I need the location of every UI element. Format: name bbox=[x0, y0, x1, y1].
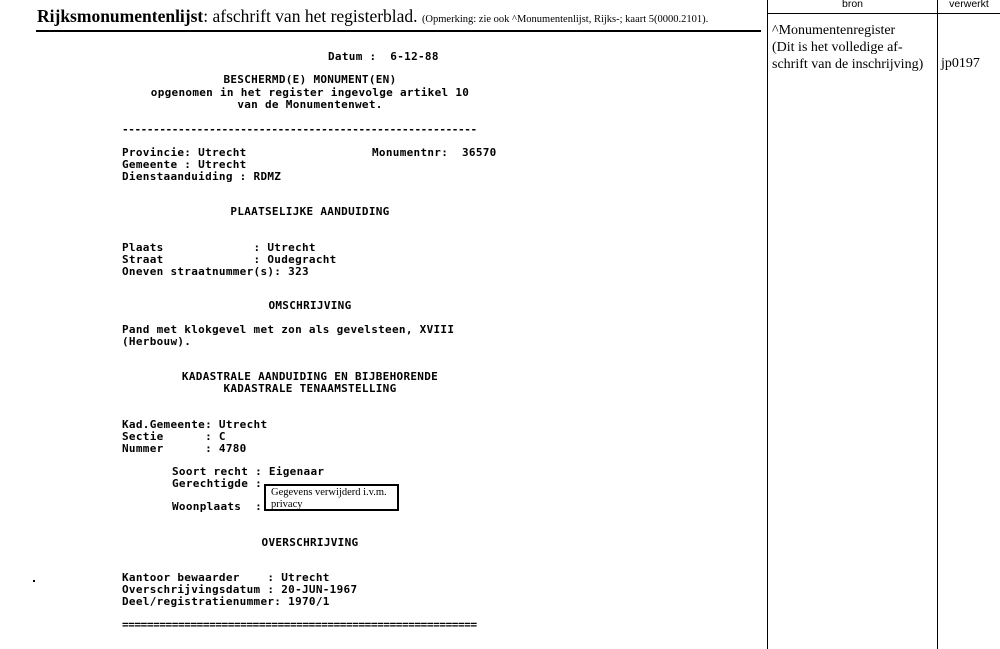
oneven-straatnummer: Oneven straatnummer(s): 323 bbox=[122, 265, 309, 278]
datum: Datum : 6-12-88 bbox=[328, 50, 439, 63]
deel-registratienummer: Deel/registratienummer: 1970/1 bbox=[122, 595, 330, 608]
bron-text: ^Monumentenregister (Dit is het volledige af- schrift van de inschrijving) bbox=[772, 23, 924, 72]
overschrijvingsdatum: Overschrijvingsdatum : 20-JUN-1967 bbox=[122, 583, 358, 596]
gemeente: Gemeente : Utrecht bbox=[122, 158, 247, 171]
section-plaatselijke: PLAATSELIJKE AANDUIDING bbox=[230, 205, 390, 218]
soort-recht: Soort recht : Eigenaar bbox=[172, 465, 325, 478]
section-overschrijving: OVERSCHRIJVING bbox=[261, 536, 359, 549]
title-note: (Opmerking: zie ook ^Monumentenlijst, Rijks-; kaart 5(0000.2101). bbox=[421, 14, 709, 25]
plaats: Plaats : Utrecht bbox=[122, 241, 316, 254]
dash-rule: --------------------------------------------------------- bbox=[122, 123, 477, 136]
section-omschrijving: OMSCHRIJVING bbox=[268, 299, 352, 312]
column-divider bbox=[767, 0, 768, 649]
title-bold: Rijksmonumentenlijst bbox=[37, 6, 204, 26]
column-divider-right bbox=[937, 0, 938, 649]
omschrijving-line1: Pand met klokgevel met zon als gevelsteen, XVIII bbox=[122, 323, 455, 336]
section-kadastrale-1: KADASTRALE AANDUIDING EN BIJBEHORENDE bbox=[181, 370, 439, 383]
dienstaanduiding: Dienstaanduiding : RDMZ bbox=[122, 170, 282, 183]
privacy-redaction-box: Gegevens verwijderd i.v.m. privacy bbox=[264, 484, 399, 511]
woonplaats: Woonplaats : bbox=[172, 500, 262, 513]
heading-beschermd: BESCHERMD(E) MONUMENT(EN) bbox=[223, 73, 397, 86]
page-title bbox=[37, 6, 708, 27]
omschrijving-line2: (Herbouw). bbox=[122, 335, 192, 348]
column-header-bron: bron bbox=[841, 0, 863, 10]
title-underline bbox=[36, 30, 761, 32]
scan-speck bbox=[33, 580, 35, 582]
heading-opgenomen: opgenomen in het register ingevolge artikel 10 bbox=[150, 86, 470, 99]
sectie: Sectie : C bbox=[122, 430, 226, 443]
title-rest: : afschrift van het registerblad. bbox=[203, 6, 418, 26]
provincie: Provincie: Utrecht bbox=[122, 146, 247, 159]
equals-rule: ========================================================= bbox=[122, 618, 477, 631]
column-header-verwerkt: verwerkt bbox=[949, 0, 989, 10]
header-rule bbox=[767, 13, 1000, 14]
straat: Straat : Oudegracht bbox=[122, 253, 337, 266]
nummer: Nummer : 4780 bbox=[122, 442, 247, 455]
monumentnr: Monumentnr: 36570 bbox=[372, 146, 497, 159]
kantoor-bewaarder: Kantoor bewaarder : Utrecht bbox=[122, 571, 330, 584]
verwerkt-text: jp0197 bbox=[941, 56, 980, 71]
kad-gemeente: Kad.Gemeente: Utrecht bbox=[122, 418, 268, 431]
section-kadastrale-2: KADASTRALE TENAAMSTELLING bbox=[223, 382, 397, 395]
gerechtigde: Gerechtigde : bbox=[172, 477, 262, 490]
heading-monumentenwet: van de Monumentenwet. bbox=[237, 98, 383, 111]
